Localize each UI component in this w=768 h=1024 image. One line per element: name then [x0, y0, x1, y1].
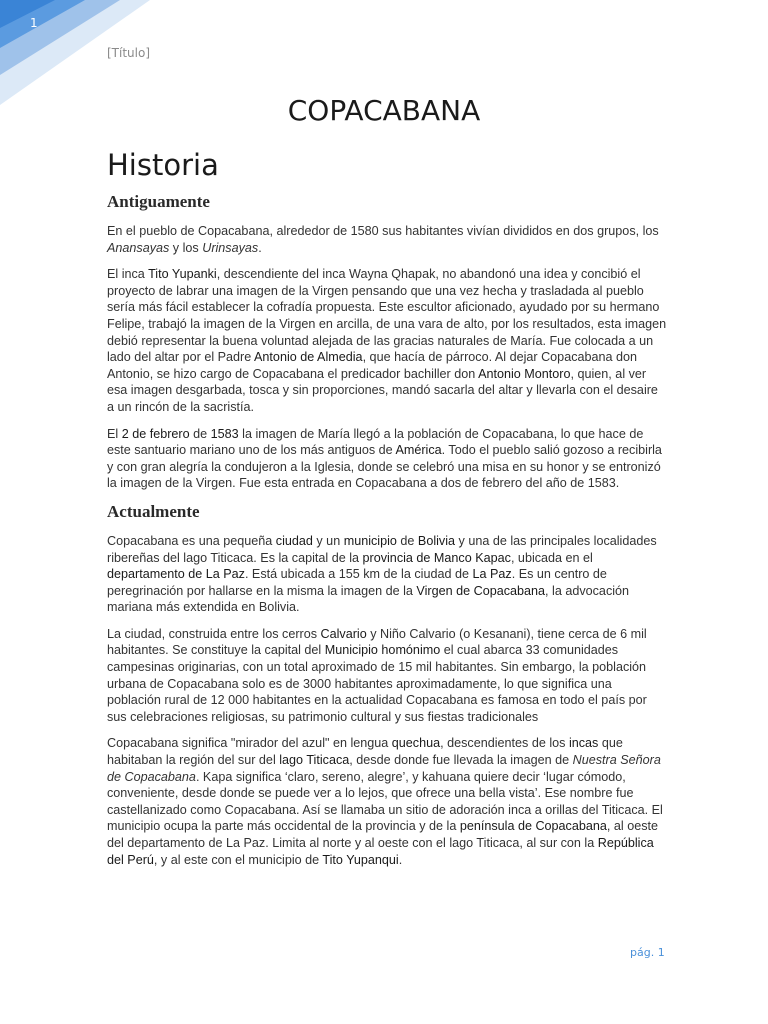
text-span: , al oeste del departamento de La Paz. Limita al norte y al oeste con el lago Titicaca, al sur con la	[107, 819, 658, 850]
text-span: Copacabana significa "mirador del azul" en lengua	[107, 736, 392, 751]
text-span: . Todo el pueblo salió gozoso a recibirla y con gran alegría la condujeron a la Iglesia, donde se celebró una misa en su honor y se entronizó la imagen de la Virgen. Fue esta entrada en Copacabana a dos de febrero del año de 1583.	[107, 443, 662, 491]
emphasis: Nuestra Señora de Copacabana	[107, 753, 661, 784]
text-span: , descendientes de los	[440, 736, 569, 751]
paragraph-4	[107, 533, 667, 616]
text-span: y un	[312, 533, 344, 548]
text-span: , que hacía de párroco. Al dejar Copacabana don Antonio, se hizo cargo de Copacabana el predicador bachiller don	[107, 350, 638, 381]
link-municipio[interactable]: municipio	[343, 533, 397, 548]
paragraph-1	[107, 223, 667, 256]
title-placeholder[interactable]: [Título]	[107, 46, 151, 60]
link-bolivia[interactable]: Bolivia	[417, 533, 456, 548]
link-lago-titicaca[interactable]: lago Titicaca	[279, 753, 350, 768]
link-tito-yupanqui[interactable]: Tito Yupanqui	[322, 852, 399, 867]
text-span: El inca	[107, 267, 149, 282]
text-span: La ciudad, construida entre los cerros	[107, 626, 321, 641]
link-antonio-montoro[interactable]: Antonio Montoro	[478, 366, 571, 381]
section-heading: Historia	[107, 148, 219, 182]
text-span: , descendiente del inca Wayna Qhapak, no abandonó una idea y concibió el proyecto de labrar una imagen de la Virgen pensando que una vez hecha y trasladada al pueblo sería más fácil establecer la cofradía propuesta. Este escultor aficionado, ayudado por su hermano Felipe, trabajó la imagen de la Virgen en arcilla, de una vara de alto, por los resultados, esta imagen debió representar la buena voluntad alejada de las gracias naturales de María. Fue colocada a un lado del altar por el Padre	[107, 267, 667, 365]
link-peninsula-copacabana[interactable]: península de Copacabana	[459, 819, 607, 834]
text-span: y Niño Calvario (o Kesanani), tiene cerca de 6 mil habitantes. Se constituye la capital del	[107, 626, 647, 658]
text-span: y los	[169, 240, 203, 255]
text-span: , y al este con el municipio de	[153, 852, 323, 867]
text-span: .	[398, 852, 403, 867]
paragraph-3	[107, 426, 667, 492]
link-2-de-febrero[interactable]: 2 de febrero	[121, 426, 190, 441]
document-body	[107, 148, 667, 868]
emphasis: Anansayas	[107, 240, 170, 255]
text-span: el cual abarca 33 comunidades campesinas originarias, con un total aproximado de 15 mil habitantes. Sin embargo, la población urbana de Copacabana solo es de 3000 habitantes aproximadamente, lo que significa una población rural de 12 000 habitantes en la actualidad Copacabana es famosa en todo el país por sus celebraciones religiosas, su patrimonio cultural y sus fiestas tradicionales	[107, 643, 647, 724]
text-span: de	[189, 426, 211, 441]
paragraph-2	[107, 266, 667, 415]
emphasis: Urinsayas	[202, 240, 259, 255]
text-span: .	[258, 240, 262, 255]
link-virgen-de-copacabana[interactable]: Virgen de Copacabana	[416, 583, 546, 598]
text-span: , ubicada en el	[510, 550, 593, 565]
link-quechua[interactable]: quechua	[391, 736, 441, 751]
link-municipio-homonimo[interactable]: Municipio homónimo	[324, 643, 441, 658]
text-span: y una de las principales localidades ribereñas del lago Titicaca. Es la capital de la	[107, 533, 657, 565]
text-span: El	[107, 426, 122, 441]
footer-page-number: pág. 1	[630, 946, 665, 959]
text-span: , quien, al ver esa imagen desgarbada, tosca y sin proporciones, mandó sacarla del altar y llevarla con el desaire a un rincón de la sacristía.	[107, 366, 658, 414]
link-tito-yupanki[interactable]: Tito Yupanki	[148, 267, 217, 282]
text-span: de	[396, 533, 418, 548]
link-antonio-de-almedia[interactable]: Antonio de Almedia	[254, 350, 363, 365]
link-provincia-manco-kapac[interactable]: provincia de Manco Kapac	[362, 550, 511, 565]
text-span: , desde donde fue llevada la imagen de	[349, 753, 573, 768]
link-1583[interactable]: 1583	[210, 426, 239, 441]
header-page-number: 1	[30, 16, 38, 30]
document-title: COPACABANA	[287, 94, 481, 127]
text-span: que habitaban la región del sur del	[107, 736, 623, 768]
subheading-antiguamente: Antiguamente	[107, 192, 210, 211]
link-incas[interactable]: incas	[568, 736, 599, 751]
link-ciudad[interactable]: ciudad	[275, 533, 313, 548]
text-span: . Kapa significa ‘claro, sereno, alegre’, y kahuana quiere decir ‘lugar cómodo, conveniente, desde donde se puede ver a lo lejos, que ofrece una bella vista’. Ese nombre fue castellanizado como Copacabana. Así se llamaba un sitio de adoración inca a orillas del Titicaca. El municipio ocupa la parte más occidental de la provincia y de la	[107, 769, 663, 834]
paragraph-6	[107, 735, 667, 868]
text-span: . Está ubicada a 155 km de la ciudad de	[244, 567, 473, 582]
link-departamento-la-paz[interactable]: departamento de La Paz	[107, 567, 245, 582]
link-calvario[interactable]: Calvario	[320, 626, 367, 641]
text-span: En el pueblo de Copacabana, alrededor de 1580 sus habitantes vivían divididos en dos grupos, los	[107, 224, 659, 238]
text-span: , la advocación mariana más extendida en Bolivia.	[107, 583, 630, 615]
paragraph-5	[107, 626, 667, 726]
link-la-paz[interactable]: La Paz	[472, 567, 512, 582]
text-span: Copacabana es una pequeña	[107, 533, 276, 548]
text-span: . Es un centro de peregrinación por hallarse en la misma la imagen de la	[107, 567, 607, 598]
link-republica-del-peru[interactable]: República del Perú	[107, 836, 654, 867]
text-span: la imagen de María llegó a la población de Copacabana, lo que hace de este santuario mariano uno de los más antiguos de	[107, 426, 644, 458]
link-america[interactable]: América	[395, 443, 442, 458]
subheading-actualmente: Actualmente	[107, 501, 200, 521]
